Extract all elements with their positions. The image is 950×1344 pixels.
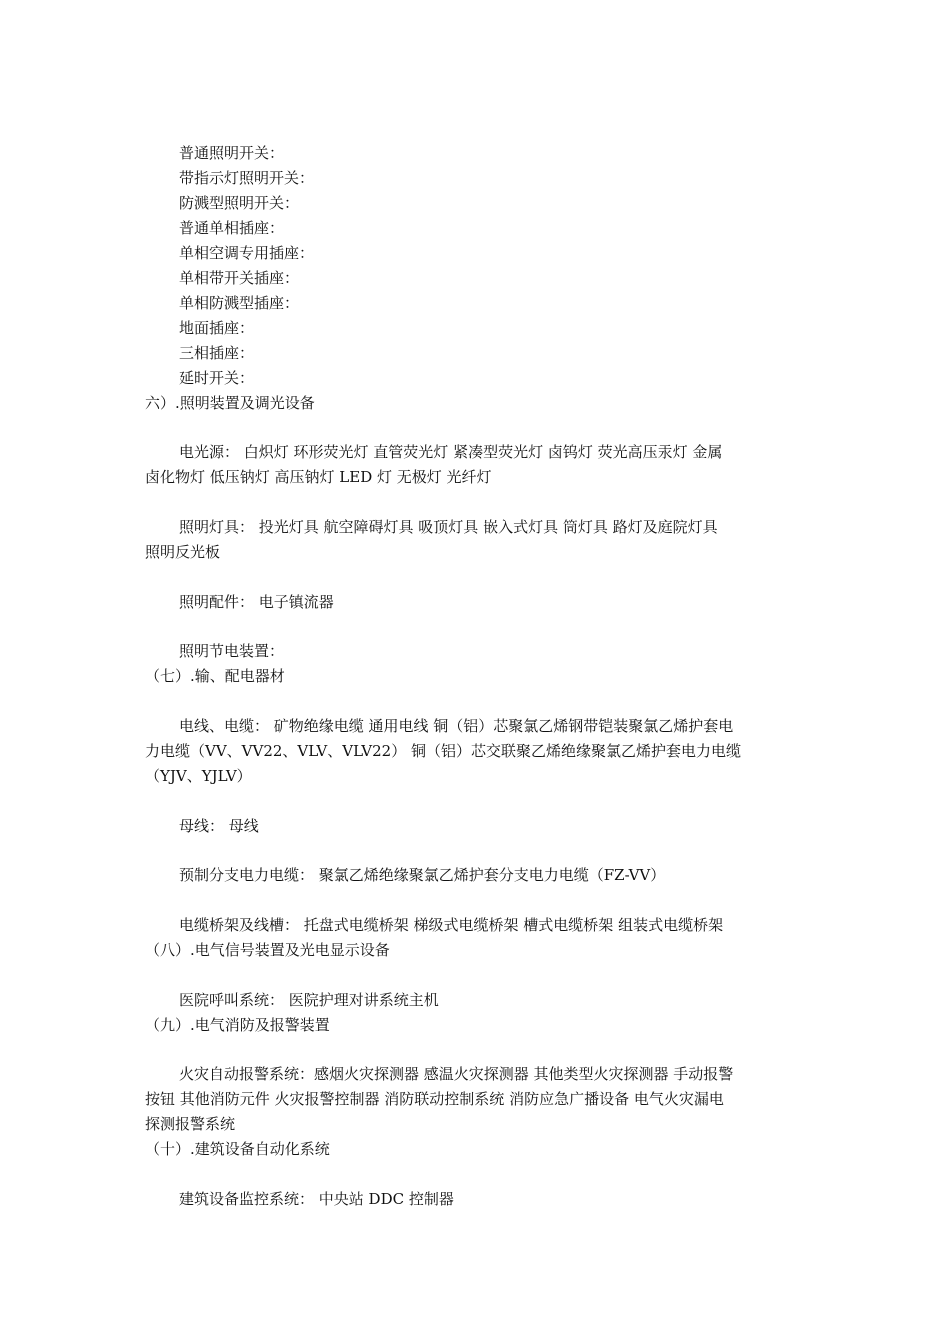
- section-heading: （九）.电气消防及报警装置: [145, 1016, 330, 1034]
- paragraph-line: 建筑设备监控系统： 中央站 DDC 控制器: [179, 1190, 454, 1208]
- list-item: 防溅型照明开关：: [179, 194, 300, 212]
- paragraph-line: 电光源： 白炽灯 环形荧光灯 直管荧光灯 紧凑型荧光灯 卤钨灯 荧光高压汞灯 金属: [179, 443, 723, 461]
- paragraph-line: 预制分支电力电缆： 聚氯乙烯绝缘聚氯乙烯护套分支电力电缆（FZ-VV）: [179, 866, 666, 884]
- paragraph-line: 照明节电装置：: [179, 642, 285, 660]
- paragraph-line: 力电缆（VV、VV22、VLV、VLV22） 铜（铝）芯交联聚乙烯绝缘聚氯乙烯护套电力电缆: [145, 742, 741, 760]
- list-item: 单相带开关插座：: [179, 269, 300, 287]
- paragraph-line: 电线、电缆： 矿物绝缘电缆 通用电线 铜（铝）芯聚氯乙烯钢带铠装聚氯乙烯护套电: [179, 717, 734, 735]
- paragraph-line: 卤化物灯 低压钠灯 高压钠灯 LED 灯 无极灯 光纤灯: [145, 468, 492, 486]
- paragraph-line: 火灾自动报警系统：感烟火灾探测器 感温火灾探测器 其他类型火灾探测器 手动报警: [179, 1065, 734, 1083]
- paragraph-line: （YJV、YJLV）: [145, 767, 252, 785]
- section-heading: （八）.电气信号装置及光电显示设备: [145, 941, 390, 959]
- list-item: 三相插座：: [179, 344, 255, 362]
- list-item: 单相防溅型插座：: [179, 294, 300, 312]
- paragraph-line: 母线： 母线: [179, 817, 259, 835]
- list-item: 普通单相插座：: [179, 219, 285, 237]
- paragraph-line: 电缆桥架及线槽： 托盘式电缆桥架 梯级式电缆桥架 槽式电缆桥架 组装式电缆桥架: [179, 916, 724, 934]
- section-heading: （七）.输、配电器材: [145, 667, 285, 685]
- paragraph-line: 照明反光板: [145, 543, 221, 561]
- paragraph-line: 按钮 其他消防元件 火灾报警控制器 消防联动控制系统 消防应急广播设备 电气火灾漏电: [145, 1090, 724, 1108]
- list-item: 单相空调专用插座：: [179, 244, 315, 262]
- paragraph-line: 照明配件： 电子镇流器: [179, 593, 334, 611]
- list-item: 带指示灯照明开关：: [179, 169, 315, 187]
- section-heading: 六）.照明装置及调光设备: [145, 394, 315, 412]
- paragraph-line: 照明灯具： 投光灯具 航空障碍灯具 吸顶灯具 嵌入式灯具 筒灯具 路灯及庭院灯具: [179, 518, 718, 536]
- list-item: 延时开关：: [179, 369, 255, 387]
- list-item: 普通照明开关：: [179, 144, 285, 162]
- section-heading: （十）.建筑设备自动化系统: [145, 1140, 330, 1158]
- list-item: 地面插座：: [179, 319, 255, 337]
- paragraph-line: 医院呼叫系统： 医院护理对讲系统主机: [179, 991, 439, 1009]
- paragraph-line: 探测报警系统: [145, 1115, 236, 1133]
